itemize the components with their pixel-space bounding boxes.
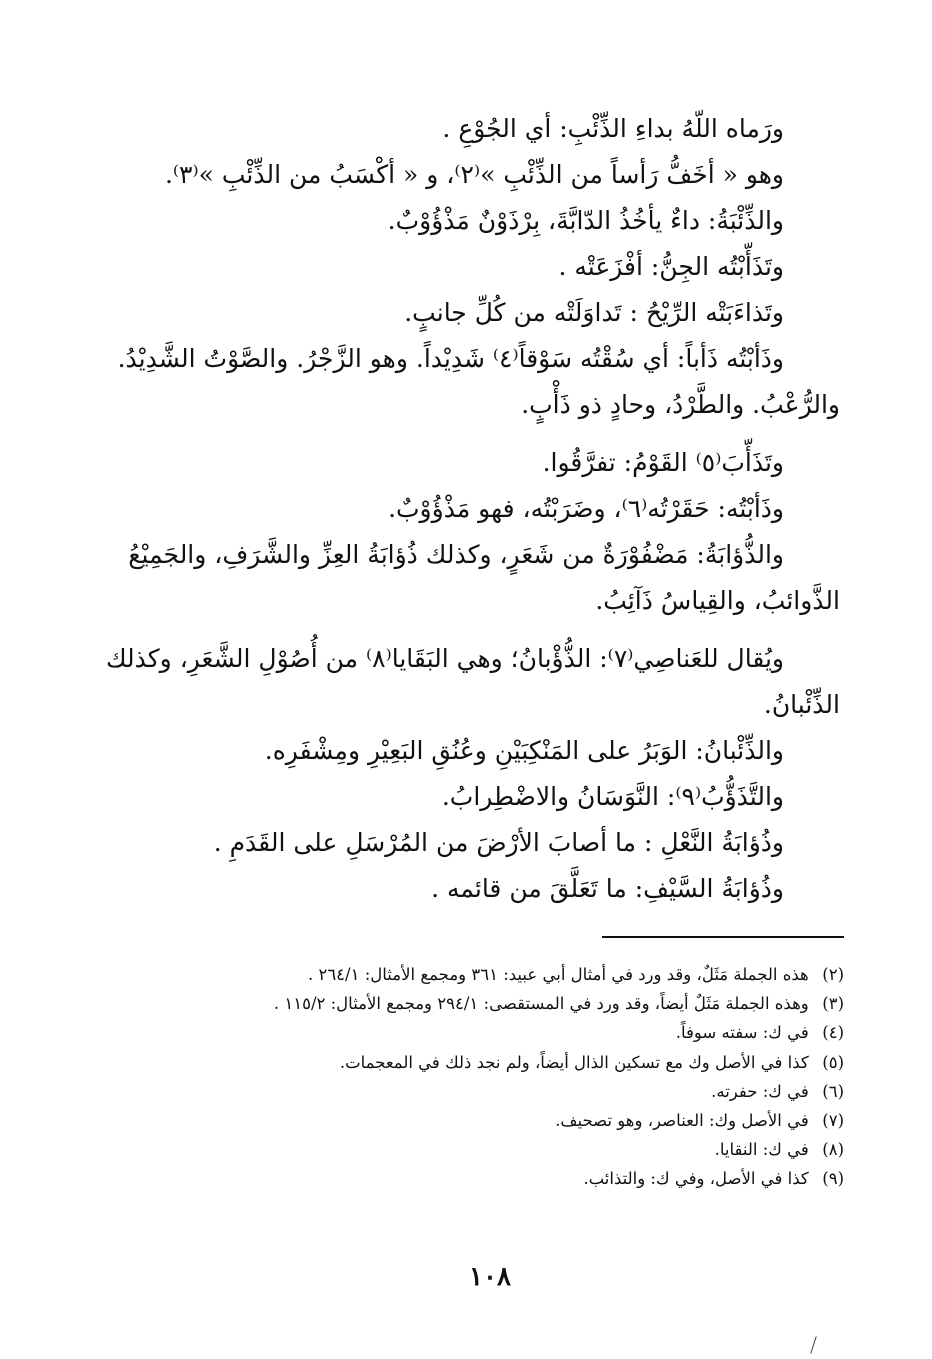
text-line: وذُؤابَةُ السَّيْفِ: ما تَعَلَّقَ من قائمه . [431,874,784,903]
text-line: وتَذَأّبْتُه الجِنُّ: أفْزَعَتْه . [558,252,784,281]
text-line: الذِّئْبانُ. [763,690,840,719]
footnote-text: في ك: حفرته. [711,1081,809,1101]
text-line: والذِّئْبانُ: الوَبَرُ على المَنْكِبَيْنِ وعُنُقِ البَعِيْرِ ومِشْفَرِه. [264,736,784,765]
text-line: والذُّؤابَةُ: مَضْفُوْرَةٌ من شَعَرٍ، وكذلك ذُؤابَةُ العِزِّ والشَّرَفِ، والجَمِيْعُ [128,540,784,569]
footnote [140,1106,844,1135]
text-line: وتَذَأّبَ⁽٥⁾ القَوْمُ: تفرَّقُوا. [542,448,784,477]
text-line: والذِّئْبَةُ: داءٌ يأخُذُ الدّابَّةَ، بِرْذَوْنٌ مَذْؤُوْبٌ. [387,206,784,235]
text-line: وذَأبْتُه: حَقَرْتُه⁽٦⁾، وضَرَبْتُه، فهو مَذْؤُوْبٌ. [388,494,784,523]
text-line: ويُقال للعَناصِي⁽٧⁾: الذُّؤْبانُ؛ وهي البَقَايا⁽٨⁾ من أُصُوْلِ الشَّعَرِ، وكذلك [105,644,784,673]
text-line: والتَّذَؤُّبُ⁽٩⁾: النَّوَسَانُ والاضْطِرابُ. [441,782,784,811]
footnote [140,960,844,989]
footnote [140,1077,844,1106]
footnote-number: (٩) [822,1169,844,1189]
footnote-text: في ك: النقايا. [714,1140,809,1160]
footnote-text: في الأصل وك: العناصر، وهو تصحيف. [555,1111,809,1131]
footnote-text: هذه الجملة مَثَلٌ، وقد ورد في أمثال أبي عبيد: ٣٦١ ومجمع الأمثال: ٢٦٤/١ . [307,965,809,984]
text-line: وذُؤابَةُ النَّعْلِ : ما أصابَ الأرْضَ من المُرْسَلِ على القَدَمِ . [213,828,784,857]
footnote-text: كذا في الأصل وك مع تسكين الذال أيضاً، ولم نجد ذلك في المعجمات. [339,1052,809,1072]
footnote-number: (٧) [822,1111,844,1131]
main-text [100,106,840,912]
stray-pen-mark [810,1336,817,1353]
footnote-number: (٨) [822,1140,844,1160]
footnote [140,1048,844,1077]
footnote [140,1018,844,1047]
text-line: وهو « أخَفُّ رَأساً من الذِّئْبِ »⁽٢⁾، و « أكْسَبُ من الذِّئْبِ »⁽٣⁾. [164,160,784,189]
footnote-number: (٦) [822,1081,844,1101]
footnote-number: (٤) [822,1023,844,1043]
footnote [140,1164,844,1193]
text-line: ورَماه اللّهُ بداءِ الذِّئْبِ: أي الجُوْعِ . [442,114,784,143]
footnote-number: (٣) [822,994,844,1014]
footnotes [140,960,844,1194]
text-line: وتَذاءَبَتْه الرِّيْحُ : تَداوَلَتْه من كُلِّ جانبٍ. [404,298,784,327]
footnote-text: كذا في الأصل، وفي ك: والتذائب. [583,1169,809,1189]
footnote-text: وهذه الجملة مَثَلٌ أيضاً، وقد ورد في المستقصى: ٢٩٤/١ ومجمع الأمثال: ١١٥/٢ . [273,994,809,1014]
text-line: وذَأبْتُه ذَأباً: أي سُقْتُه سَوْقاً⁽٤⁾ شَدِيْداً. وهو الزَّجْرُ. والصَّوْتُ الشَّدِيْدُ. [117,344,784,373]
footnote-text: في ك: سفته سوفاً. [675,1023,809,1043]
text-line: والرُّعْبُ. والطَّرْدُ، وحادٍ ذو ذَأْبٍ. [521,390,840,419]
footnote-number: (٥) [822,1052,844,1072]
text-line: الذَّوائبُ، والقِياسُ ذَآئِبُ. [595,586,840,615]
footnote [140,1135,844,1164]
footnote-separator [602,936,844,938]
page-number: ١٠٨ [469,1262,511,1292]
footnote [140,989,844,1018]
footnote-number: (٢) [822,965,844,984]
